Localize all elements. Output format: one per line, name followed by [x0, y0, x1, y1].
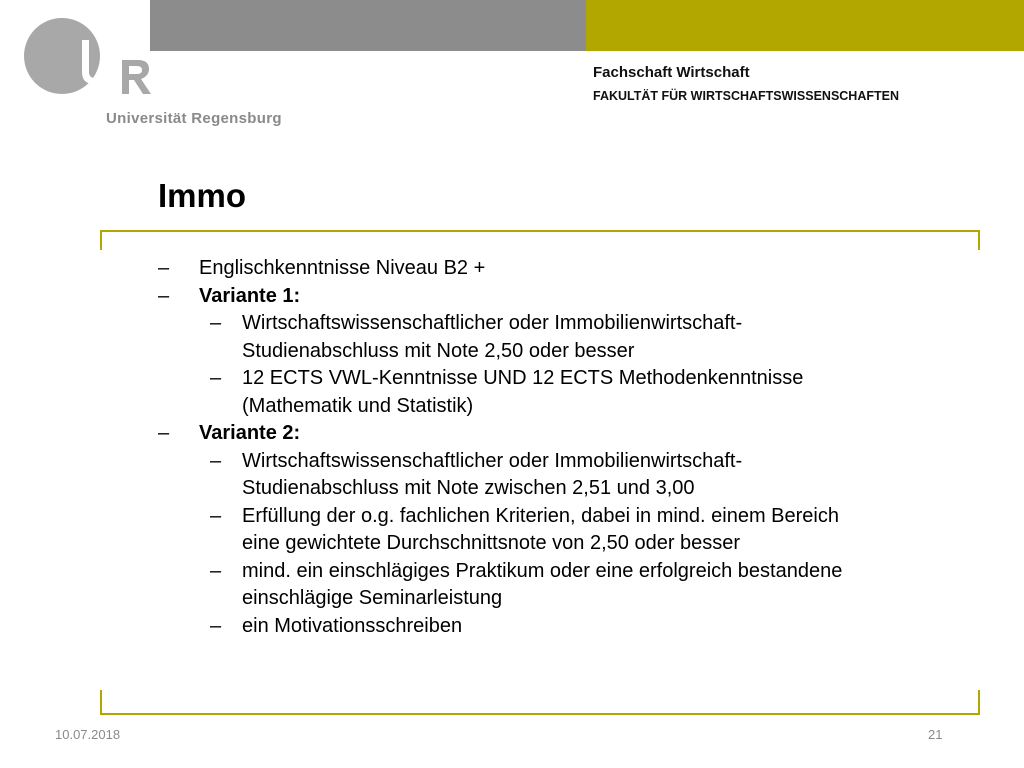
- dash-bullet: –: [158, 284, 170, 307]
- list-item-text: Englischkenntnisse Niveau B2 +: [199, 257, 486, 279]
- list-item: [158, 448, 958, 503]
- list-item-text: 12 ECTS VWL-Kenntnisse UND 12 ECTS Methodenkenntnisse (Mathematik und Statistik): [242, 367, 804, 417]
- content-frame-bottom: [100, 690, 980, 715]
- slide-title: Immo: [158, 177, 247, 214]
- list-item: [158, 255, 958, 283]
- dash-bullet: –: [210, 312, 222, 334]
- list-item: [158, 365, 958, 420]
- header-bar-gray: [150, 0, 586, 51]
- university-name: Universität Regensburg: [106, 110, 282, 127]
- header-bar-olive: [586, 0, 1024, 51]
- list-item-text: mind. ein einschlägiges Praktikum oder eine erfolgreich bestandene einschlägige Seminarleistung: [242, 559, 843, 609]
- dash-bullet: –: [210, 449, 222, 472]
- list-item: [158, 503, 958, 558]
- list-item-text: Erfüllung der o.g. fachlichen Kriterien, dabei in mind. einem Bereich eine gewichtete Durchschnittsnote von 2,50 oder besser: [242, 504, 839, 554]
- list-item: [158, 283, 958, 311]
- list-item-text: Variante 1:: [199, 284, 301, 307]
- dash-bullet: –: [158, 422, 170, 444]
- department-name: Fachschaft Wirtschaft: [593, 64, 750, 81]
- dash-bullet: –: [210, 504, 222, 527]
- list-item-text: Variante 2:: [199, 422, 301, 444]
- list-item: [158, 310, 958, 365]
- dash-bullet: –: [158, 257, 170, 279]
- bullet-list: [158, 255, 958, 640]
- university-logo-icon: [22, 14, 152, 104]
- dash-bullet: –: [210, 614, 222, 637]
- footer-date: 10.07.2018: [55, 727, 121, 742]
- list-item-text: Wirtschaftswissenschaftlicher oder Immobilienwirtschaft- Studienabschluss mit Note zwischen 2,51 und 3,00: [242, 449, 743, 499]
- list-item: [158, 420, 958, 448]
- content-frame-top: [100, 230, 980, 250]
- page-number: 21: [928, 727, 943, 742]
- dash-bullet: –: [210, 559, 222, 582]
- list-item-text: ein Motivationsschreiben: [242, 614, 463, 637]
- dash-bullet: –: [210, 367, 222, 389]
- list-item: [158, 558, 958, 613]
- faculty-name: FAKULTÄT FÜR WIRTSCHAFTSWISSENSCHAFTEN: [593, 89, 899, 103]
- list-item-text: Wirtschaftswissenschaftlicher oder Immobilienwirtschaft- Studienabschluss mit Note 2,50 oder besser: [242, 312, 743, 362]
- list-item: [158, 613, 958, 641]
